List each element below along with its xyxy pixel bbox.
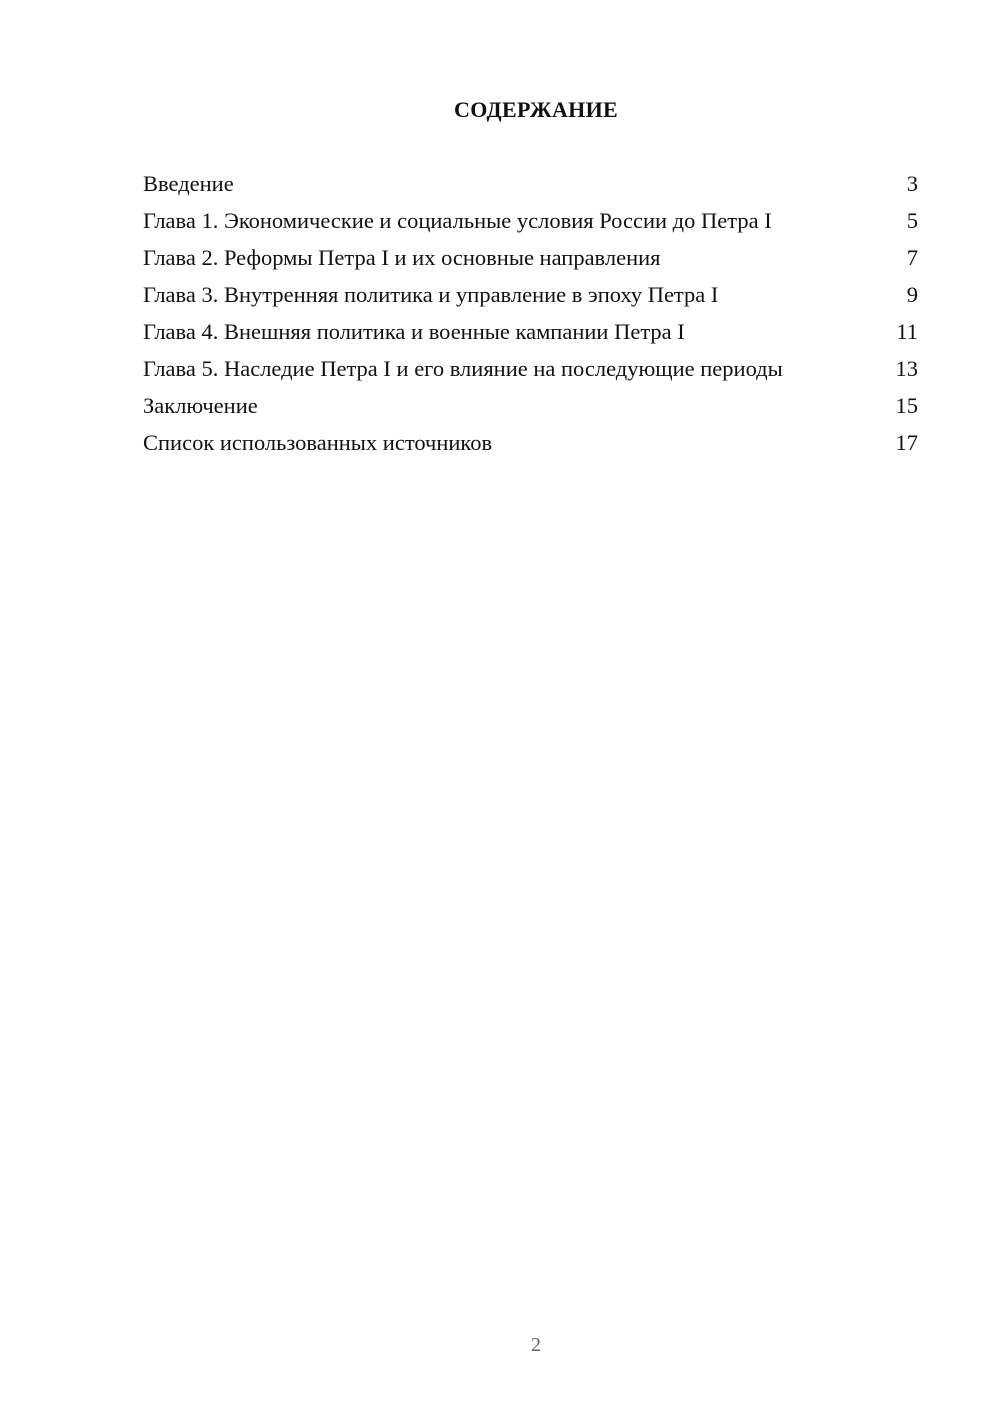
toc-item-chapter-1 — [143, 208, 918, 234]
page-number: 2 — [531, 1334, 541, 1356]
toc-item-title: Глава 4. Внешняя политика и военные кампании Петра I — [143, 319, 685, 344]
toc-item-sources — [143, 430, 918, 456]
toc-item-introduction — [143, 171, 918, 197]
toc-item-chapter-4 — [143, 319, 918, 345]
toc-item-title: Список использованных источников — [143, 430, 493, 455]
toc-item-page: 5 — [906, 208, 918, 233]
toc-item-page: 7 — [906, 245, 918, 270]
toc-item-page: 3 — [906, 171, 918, 196]
toc-item-title: Заключение — [143, 393, 258, 418]
toc-item-title: Глава 3. Внутренняя политика и управление в эпоху Петра I — [143, 282, 719, 307]
toc-item-title: Введение — [143, 171, 234, 196]
toc-item-page: 17 — [895, 430, 918, 455]
toc-item-page: 15 — [895, 393, 918, 418]
toc-item-conclusion — [143, 393, 918, 419]
toc-item-page: 11 — [896, 319, 918, 344]
toc-item-chapter-2 — [143, 245, 918, 271]
toc-item-page: 9 — [906, 282, 918, 307]
table-of-contents-list — [143, 171, 918, 467]
toc-item-title: Глава 5. Наследие Петра I и его влияние на последующие периоды — [143, 356, 783, 381]
table-of-contents-heading: СОДЕРЖАНИЕ — [454, 97, 618, 122]
toc-item-page: 13 — [895, 356, 918, 381]
toc-item-chapter-3 — [143, 282, 918, 308]
toc-item-title: Глава 1. Экономические и социальные условия России до Петра I — [143, 208, 772, 233]
toc-item-chapter-5 — [143, 356, 918, 382]
toc-item-title: Глава 2. Реформы Петра I и их основные направления — [143, 245, 661, 270]
